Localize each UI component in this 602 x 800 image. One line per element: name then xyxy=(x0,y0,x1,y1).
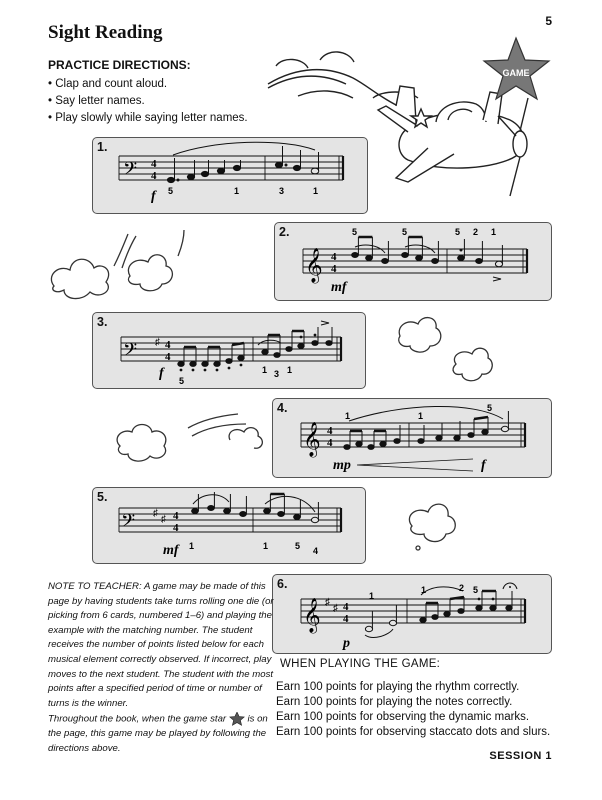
svg-text:𝄢: 𝄢 xyxy=(123,159,138,184)
fingering: 1 xyxy=(262,365,268,375)
practice-item: • Clap and count aloud. xyxy=(48,76,248,93)
svg-text:𝄢: 𝄢 xyxy=(123,340,138,365)
svg-text:4: 4 xyxy=(331,251,337,263)
sight-reading-example-4[interactable] xyxy=(272,398,552,478)
example-number: 1. xyxy=(97,140,108,154)
fingering: 3 xyxy=(279,186,285,196)
dynamic-mark: f xyxy=(151,189,156,204)
svg-text:4: 4 xyxy=(165,339,171,351)
fingering: 1 xyxy=(345,411,351,421)
svg-text:𝄞: 𝄞 xyxy=(305,248,323,283)
example-number: 3. xyxy=(97,315,108,329)
game-star-label: GAME xyxy=(502,68,530,78)
game-rules-heading: WHEN PLAYING THE GAME: xyxy=(280,658,441,670)
music-staff xyxy=(93,138,367,213)
fingering: 1 xyxy=(421,585,427,595)
svg-text:4: 4 xyxy=(343,613,349,625)
dynamic-mark-end: f xyxy=(481,458,486,473)
game-star-icon xyxy=(484,38,549,99)
svg-text:4: 4 xyxy=(173,522,179,534)
svg-text:4: 4 xyxy=(327,437,333,449)
svg-text:4: 4 xyxy=(331,263,337,275)
fingering: 5 xyxy=(352,227,358,237)
svg-text:4: 4 xyxy=(165,351,171,363)
svg-text:𝄞: 𝄞 xyxy=(303,598,321,633)
page-number: 5 xyxy=(545,14,552,28)
game-rule: Earn 100 points for playing the rhythm correctly. xyxy=(276,681,520,693)
sight-reading-example-3[interactable] xyxy=(92,312,366,389)
fingering: 5 xyxy=(487,403,493,413)
svg-text:4: 4 xyxy=(173,510,179,522)
game-star-note-text: Throughout the book, when the game star xyxy=(48,713,227,725)
fingering: 2 xyxy=(473,227,479,237)
game-star-note xyxy=(48,712,274,756)
dynamic-mark: f xyxy=(159,366,164,381)
music-staff xyxy=(273,575,551,653)
fingering: 5 xyxy=(473,585,479,595)
fingering: 4 xyxy=(313,546,319,556)
svg-text:4: 4 xyxy=(151,170,157,182)
fingering: 1 xyxy=(263,541,269,551)
fingering: 5 xyxy=(402,227,408,237)
fingering: 1 xyxy=(287,365,293,375)
practice-directions-heading: PRACTICE DIRECTIONS: xyxy=(48,58,191,72)
music-staff xyxy=(93,313,365,388)
game-star-note-text: is on the page, this game may be played by following the directions above. xyxy=(48,713,268,754)
game-rules-list xyxy=(276,680,550,740)
game-star-icon xyxy=(229,712,245,726)
sight-reading-example-2[interactable] xyxy=(274,222,552,301)
example-number: 2. xyxy=(279,225,290,239)
svg-text:𝄞: 𝄞 xyxy=(303,422,321,457)
cloud-doodle xyxy=(400,486,500,566)
svg-text:4: 4 xyxy=(343,601,349,613)
svg-text:♯: ♯ xyxy=(325,597,330,608)
fingering: 5 xyxy=(179,376,185,386)
fingering: 1 xyxy=(189,541,195,551)
fingering: 1 xyxy=(313,186,319,196)
cloud-doodle xyxy=(44,226,194,306)
cloud-doodle xyxy=(108,400,268,470)
sight-reading-example-5[interactable] xyxy=(92,487,366,564)
svg-text:♯: ♯ xyxy=(333,603,338,614)
example-number: 5. xyxy=(97,490,108,504)
cloud-doodle xyxy=(392,312,502,392)
fingering: 2 xyxy=(459,583,465,593)
svg-text:4: 4 xyxy=(151,158,157,170)
fingering: 5 xyxy=(455,227,461,237)
fingering: 1 xyxy=(418,411,424,421)
dynamic-mark: mp xyxy=(333,458,351,473)
game-rule: Earn 100 points for observing staccato dots and slurs. xyxy=(276,726,551,738)
example-number: 4. xyxy=(277,401,288,415)
music-staff xyxy=(93,488,365,563)
svg-text:𝄢: 𝄢 xyxy=(121,511,136,536)
practice-item: • Play slowly while saying letter names. xyxy=(48,110,248,127)
page-title: Sight Reading xyxy=(48,22,163,43)
dynamic-mark: p xyxy=(343,636,350,651)
sight-reading-example-1[interactable] xyxy=(92,137,368,214)
music-staff xyxy=(273,399,551,477)
session-label: SESSION 1 xyxy=(489,750,552,762)
note-to-teacher: NOTE TO TEACHER: A game may be made of this page by having students take turns rolling one die (or picking from 6 cards, numbered 1–6) and playing the example with the matching number. The student receives the number of points listed below for each musical element correctly observed. If incorrect, play moves to the next student. The student with the most points after a specified period of time or number of turns is the winner. xyxy=(48,581,274,709)
fingering: 1 xyxy=(234,186,240,196)
fingering: 5 xyxy=(295,541,301,551)
sight-reading-example-6[interactable] xyxy=(272,574,552,654)
fingering: 3 xyxy=(274,369,280,379)
svg-text:4: 4 xyxy=(327,425,333,437)
dynamic-mark: mf xyxy=(331,280,347,295)
practice-directions-list xyxy=(48,76,248,127)
svg-text:♯: ♯ xyxy=(153,508,158,519)
svg-text:♯: ♯ xyxy=(161,514,166,525)
game-rule: Earn 100 points for observing the dynamic marks. xyxy=(276,711,530,723)
fingering: 1 xyxy=(369,591,375,601)
fingering: 1 xyxy=(491,227,497,237)
fingering: 5 xyxy=(168,186,174,196)
example-number: 6. xyxy=(277,577,288,591)
music-staff xyxy=(275,223,551,300)
practice-item: • Say letter names. xyxy=(48,93,248,110)
game-rule: Earn 100 points for playing the notes correctly. xyxy=(276,696,513,708)
svg-text:♯: ♯ xyxy=(155,337,160,348)
dynamic-mark: mf xyxy=(163,543,179,558)
